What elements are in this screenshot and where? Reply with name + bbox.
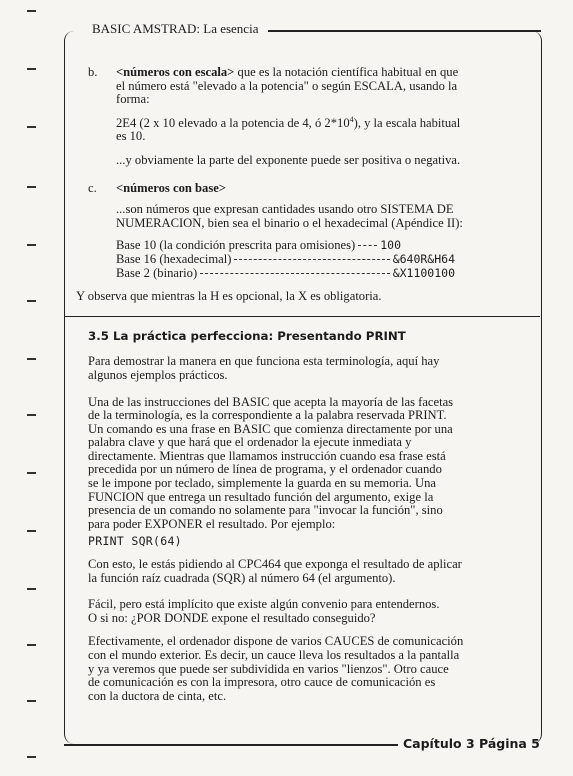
- superscript: 4: [349, 114, 354, 124]
- margin-mark: [27, 244, 36, 246]
- binder-margin-marks: [27, 0, 37, 776]
- margin-mark: [27, 530, 36, 532]
- text-line: se le impone por teclado, simplemente la guarda en su memoria. Una: [88, 476, 436, 491]
- text-line: la función raíz cuadrada (SQR) al número 64 (el argumento).: [88, 570, 396, 585]
- text-line: que es la notación científica habitual en que: [234, 65, 459, 79]
- text: ), y la escala habitual: [353, 115, 461, 130]
- text-line: Con esto, le estás pidiendo al CPC464 que exponga el resultado de aplicar: [88, 557, 462, 572]
- text-line: Efectivamente, el ordenador dispone de varios CAUCES de comunicación: [88, 634, 464, 649]
- item-c: [76, 180, 520, 304]
- text-line: O si no: ¿POR DONDE expone el resultado conseguido?: [88, 610, 376, 625]
- text-line: palabra clave y que hará que el ordenador la ejecute inmediata y: [88, 435, 412, 450]
- example-line: [88, 114, 520, 131]
- margin-mark: [27, 414, 36, 416]
- page-content: [76, 65, 520, 703]
- margin-mark: [27, 644, 36, 646]
- text-line: Fácil, pero está implícito que existe algún convenio para entendernos.: [88, 597, 440, 612]
- text-line: precedida por un número de línea de programa, y el ordenador cuando: [88, 462, 442, 477]
- text-line: algunos ejemplos prácticos.: [88, 367, 228, 382]
- code-example: PRINT SQR(64): [88, 534, 182, 549]
- text-line: el número está "elevado a la potencia" o según ESCALA, usando la: [116, 78, 458, 93]
- margin-mark: [27, 756, 36, 758]
- term-base: <números con base>: [116, 180, 226, 195]
- text-line: de comunicación es con la impresora, otro cauce de comunicación es: [88, 675, 436, 690]
- margin-mark: [27, 126, 36, 128]
- page-footer: Capítulo 3 Página 5: [403, 736, 540, 751]
- text-line: NUMERACION, bien sea el binario o el hexadecimal (Apéndice II):: [116, 215, 463, 230]
- base-row: [88, 239, 401, 253]
- leader-dots: [234, 259, 389, 260]
- margin-mark: [27, 358, 36, 360]
- text: 2E4 (2 x 10 elevado a la potencia de 4, ó 2*10: [116, 115, 350, 130]
- margin-mark: [27, 10, 36, 12]
- text-line: con la ductora de cinta, etc.: [88, 688, 227, 703]
- running-header: BASIC AMSTRAD: La esencia: [88, 21, 262, 37]
- item-marker: c.: [88, 180, 97, 195]
- section-heading: 3.5 La práctica perfecciona: Presentando PRINT: [88, 328, 406, 343]
- text-line: es 10.: [116, 129, 146, 144]
- footer-rule: [64, 744, 398, 746]
- base-value: &X1100100: [392, 265, 455, 280]
- text-line: Un comando es una frase en BASIC que comienza directamente por una: [88, 421, 453, 436]
- text-line: para poder EXPONER el resultado. Por ejemplo:: [88, 516, 336, 531]
- text-line: ...y obviamente la parte del exponente puede ser positiva o negativa.: [116, 152, 461, 167]
- base-value: 100: [380, 238, 401, 253]
- term-escala: <números con escala>: [116, 65, 235, 79]
- base-label: Base 16 (hexadecimal): [116, 251, 232, 266]
- text-line: con el mundo exterior. Es decir, un cauce lleva los resultados a la pantalla: [88, 648, 460, 662]
- margin-mark: [27, 472, 36, 474]
- base-label: Base 2 (binario): [116, 265, 198, 280]
- text-line: Una de las instrucciones del BASIC que acepta la mayoría de las facetas: [88, 394, 454, 409]
- base-row: [88, 267, 455, 281]
- item-b: [88, 66, 520, 168]
- margin-mark: [27, 588, 36, 590]
- text-line: ...son números que expresan cantidades usando otro SISTEMA DE: [116, 202, 454, 217]
- text-line: forma:: [116, 92, 150, 107]
- text-line: directamente. Mientras que llamamos instrucción cuando esa frase está: [88, 448, 446, 463]
- text-line: Y observa que mientras la H es opcional, la X es obligatoria.: [76, 289, 382, 304]
- text-line: Para demostrar la manera en que funciona esta terminología, aquí hay: [88, 354, 440, 369]
- base-row: [88, 253, 455, 267]
- margin-mark: [27, 300, 36, 302]
- section-3-5: [88, 330, 520, 704]
- margin-mark: [27, 68, 36, 70]
- header-rule: [268, 30, 541, 32]
- base-label: Base 10 (la condición prescrita para omisiones): [116, 238, 356, 253]
- text-line: y ya veremos que puede ser subdividida en varios "lienzos". Otro cauce: [88, 661, 449, 676]
- item-marker: b.: [88, 65, 98, 79]
- text-line: FUNCION que entrega un resultado función del argumento, exige la: [88, 489, 434, 504]
- leader-dots: [200, 273, 390, 274]
- text-line: de la terminología, es la correspondiente a la palabra reservada PRINT.: [88, 408, 447, 423]
- text-line: presencia de un comando no solamente para "invocar la función", sino: [88, 503, 443, 518]
- leader-dots: [358, 245, 377, 246]
- margin-mark: [27, 186, 36, 188]
- base-value: &640R&H64: [392, 251, 455, 266]
- margin-mark: [27, 700, 36, 702]
